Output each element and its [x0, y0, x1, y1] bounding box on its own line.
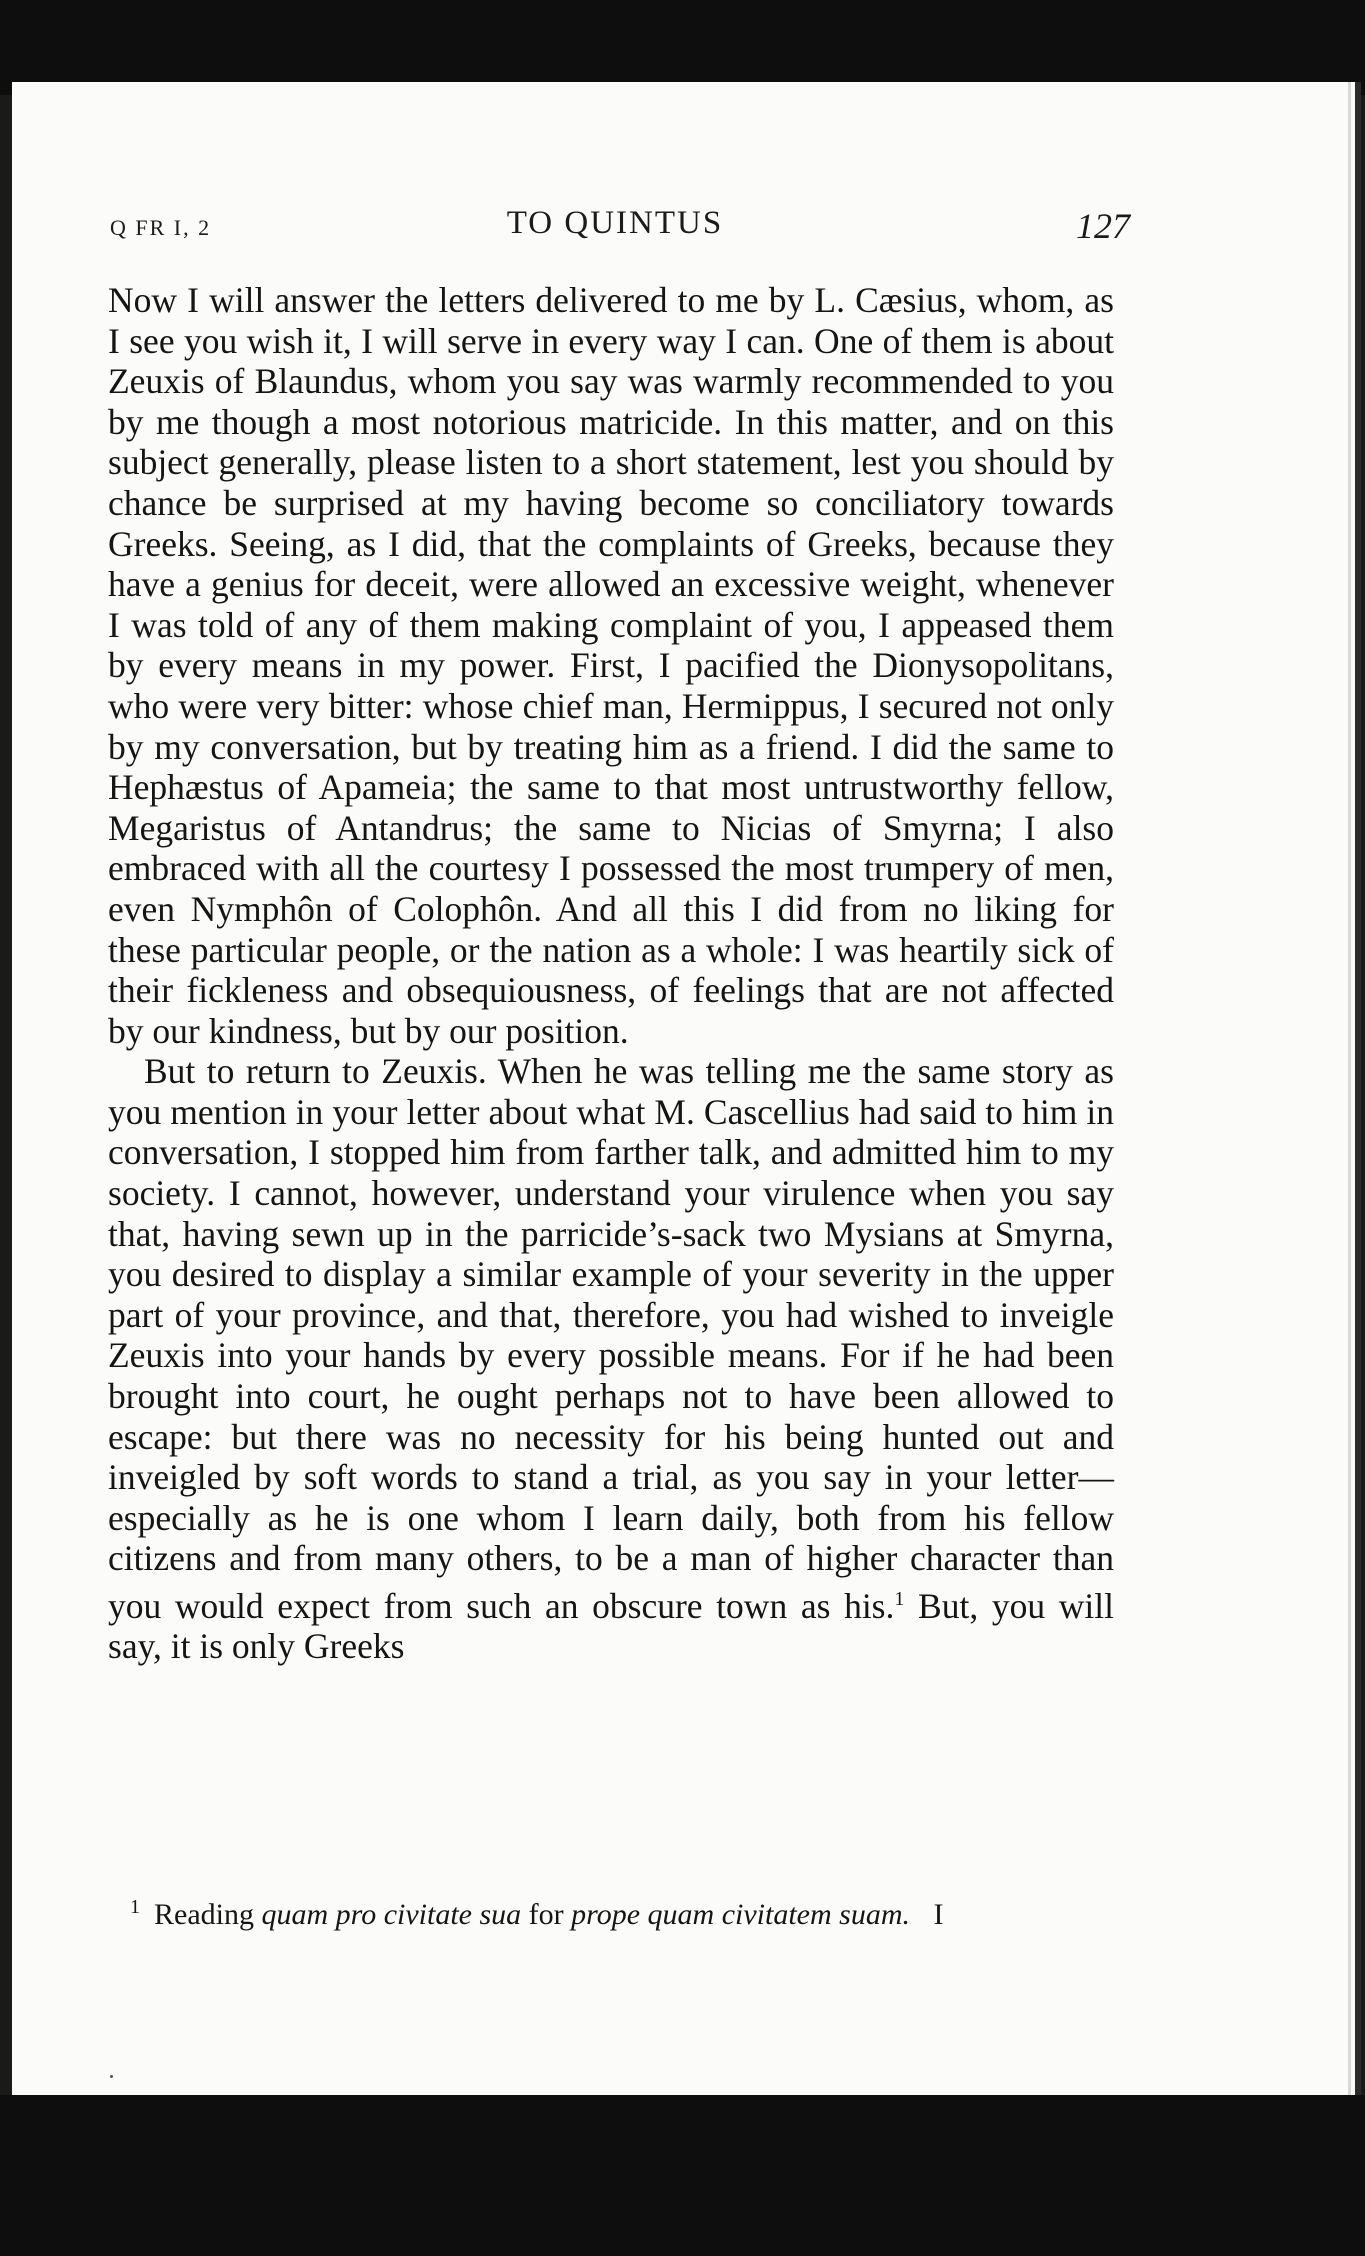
letter-text: [108, 280, 1114, 1667]
scan-top-border: [0, 0, 1365, 95]
footnote-reading-label: Reading: [154, 1898, 254, 1931]
footnote-trailing: I: [933, 1898, 944, 1931]
section-reference: Q FR I, 2: [110, 215, 212, 240]
footnote-for: for: [528, 1898, 564, 1931]
scan-speck: [110, 2075, 113, 2078]
scan-bottom-border: [0, 2095, 1365, 2256]
footnote-latin-original: prope quam civitatem suam.: [571, 1898, 910, 1931]
footnote-reference: 1: [894, 1588, 905, 1610]
running-title: TO QUINTUS: [506, 205, 724, 241]
paragraph-2-continuation: But, you will say, it is only Greeks: [108, 1585, 1114, 1667]
footnote: [130, 1888, 1130, 1934]
footnote-latin-reading: quam pro civitate sua: [261, 1898, 522, 1931]
running-head: [100, 205, 1130, 247]
paragraph-2-text: But to return to Zeuxis. When he was telling me the same story as you mention in your letter about what M. Cascellius had said to him in conversation, I stopped him from farther talk, and admitted him to my society. I cannot, however, understand your virulence when you say that, having sewn up in the parricide’s-sack two Mysians at Smyrna, you desired to display a similar example of your severity in the upper part of your province, and that, therefore, you had wished to inveigle Zeuxis into your hands by every possible means. For if he had been brought into court, he ought perhaps not to have been allowed to escape: but there was no necessity for his being hunted out and inveigled by soft words to stand a trial, as you say in your letter—especially as he is one whom I learn daily, both from his fellow citizens and from many others, to be a man of higher character than you would expect from such an obscure town as his.: [108, 1051, 1114, 1626]
page-number: 127: [1076, 206, 1130, 246]
paragraph-2: [108, 1051, 1114, 1667]
page-edge: [1348, 82, 1351, 2122]
paragraph-1: Now I will answer the letters delivered to me by L. Cæsius, whom, as I see you wish it, I will serve in every way I can. One of them is about Zeuxis of Blaundus, whom you say was warmly recommended to you by me though a most notorious matricide. In this matter, and on this subject generally, please listen to a short statement, lest you should by chance be surprised at my having become so conciliatory towards Greeks. Seeing, as I did, that the complaints of Greeks, because they have a genius for deceit, were allowed an excessive weight, whenever I was told of any of them making complaint of you, I appeased them by every means in my power. First, I pacified the Dionysopolitans, who were very bitter: whose chief man, Hermippus, I secured not only by my conversation, but by treating him as a friend. I did the same to Hephæstus of Apameia; the same to that most untrustworthy fellow, Megaristus of Antandrus; the same to Nicias of Smyrna; I also embraced with all the courtesy I possessed the most trumpery of men, even Nymphôn of Colophôn. And all this I did from no liking for these particular people, or the nation as a whole: I was heartily sick of their fickleness and obsequiousness, of feelings that are not affected by our kindness, but by our position.: [108, 280, 1114, 1051]
footnote-marker: 1: [130, 1896, 140, 1918]
